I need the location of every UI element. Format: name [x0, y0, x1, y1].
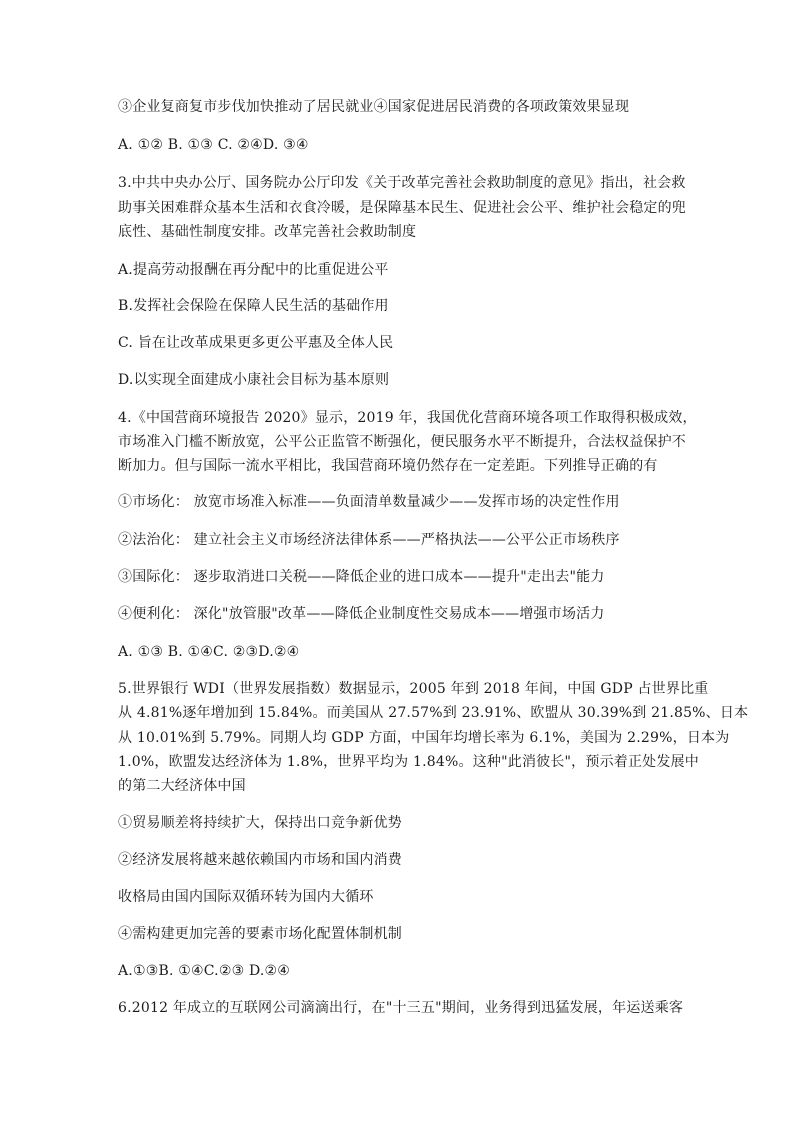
q3-stem-line-2: 助事关困难群众基本生活和衣食冷暖，是保障基本民生、促进社会公平、维护社会稳定的兜: [118, 200, 686, 216]
q4-item-2: ②法治化： 建立社会主义市场经济法律体系——严格执法——公平公正市场秩序: [118, 532, 620, 548]
q5-item-1: ①贸易顺差将持续扩大，保持出口竞争新优势: [118, 815, 402, 831]
q5-item-2: ②经济发展将越来越依赖国内市场和国内消费: [118, 852, 402, 868]
q6-stem-line-1: 6.2012 年成立的互联网公司滴滴出行，在"十三五"期间，业务得到迅猛发展，年运送乘客: [118, 1000, 684, 1016]
q3-option-b: B.发挥社会保险在保障人民生活的基础作用: [118, 298, 389, 314]
q3-option-a: A.提高劳动报酬在再分配中的比重促进公平: [118, 262, 389, 278]
q5-stem-line-2: 从 4.81%逐年增加到 15.84%。而美国从 27.57%到 23.91%、欧盟从 30.39%到 21.85%、日本: [118, 705, 749, 721]
q2-option-line-3-4: ③企业复商复市步伐加快推动了居民就业④国家促进居民消费的各项政策效果显现: [118, 99, 630, 115]
q4-item-3: ③国际化： 逐步取消进口关税——降低企业的进口成本——提升"走出去"能力: [118, 569, 605, 585]
q4-stem-line-1: 4.《中国营商环境报告 2020》显示，2019 年，我国优化营商环境各项工作取得积极成效，: [118, 410, 697, 426]
q5-stem-line-4: 1.0%，欧盟发达经济体为 1.8%，世界平均为 1.84%。这种"此消彼长"，预示着正处发展中: [118, 754, 699, 770]
q5-item-4: ④需构建更加完善的要素市场化配置体制机制: [118, 926, 402, 942]
q5-answer-choices: A.①③B. ①④C.②③ D.②④: [118, 963, 291, 979]
q4-answer-choices: A. ①③ B. ①④C. ②③D.②④: [118, 644, 300, 660]
q5-item-3: 收格局由国内国际双循环转为国内大循环: [118, 889, 374, 905]
q4-stem-line-3: 断加力。但与国际一流水平相比，我国营商环境仍然存在一定差距。下列推导正确的有: [118, 458, 658, 474]
q5-stem-line-1: 5.世界银行 WDI（世界发展指数）数据显示，2005 年到 2018 年间，中国 GDP 占世界比重: [118, 681, 709, 697]
q4-stem-line-2: 市场准入门槛不断放宽，公平公正监管不断强化，便民服务水平不断提升，合法权益保护不: [118, 434, 686, 450]
q3-stem-line-1: 3.中共中央办公厅、国务院办公厅印发《关于改革完善社会救助制度的意见》指出，社会救: [118, 175, 686, 191]
q4-item-4: ④便利化： 深化"放管服"改革——降低企业制度性交易成本——增强市场活力: [118, 606, 605, 622]
q5-stem-line-5: 的第二大经济体中国: [118, 778, 246, 794]
q3-option-c: C. 旨在让改革成果更多更公平惠及全体人民: [118, 335, 394, 351]
q4-item-1: ①市场化： 放宽市场准入标准——负面清单数量减少——发挥市场的决定性作用: [118, 494, 620, 510]
q3-stem-line-3: 底性、基础性制度安排。改革完善社会救助制度: [118, 224, 417, 240]
q3-option-d: D.以实现全面建成小康社会目标为基本原则: [118, 372, 390, 388]
q2-answer-choices: A. ①② B. ①③ C. ②④D. ③④: [118, 137, 309, 153]
q5-stem-line-3: 从 10.01%到 5.79%。同期人均 GDP 方面，中国年均增长率为 6.1%，美国为 2.29%，日本为: [118, 730, 730, 746]
